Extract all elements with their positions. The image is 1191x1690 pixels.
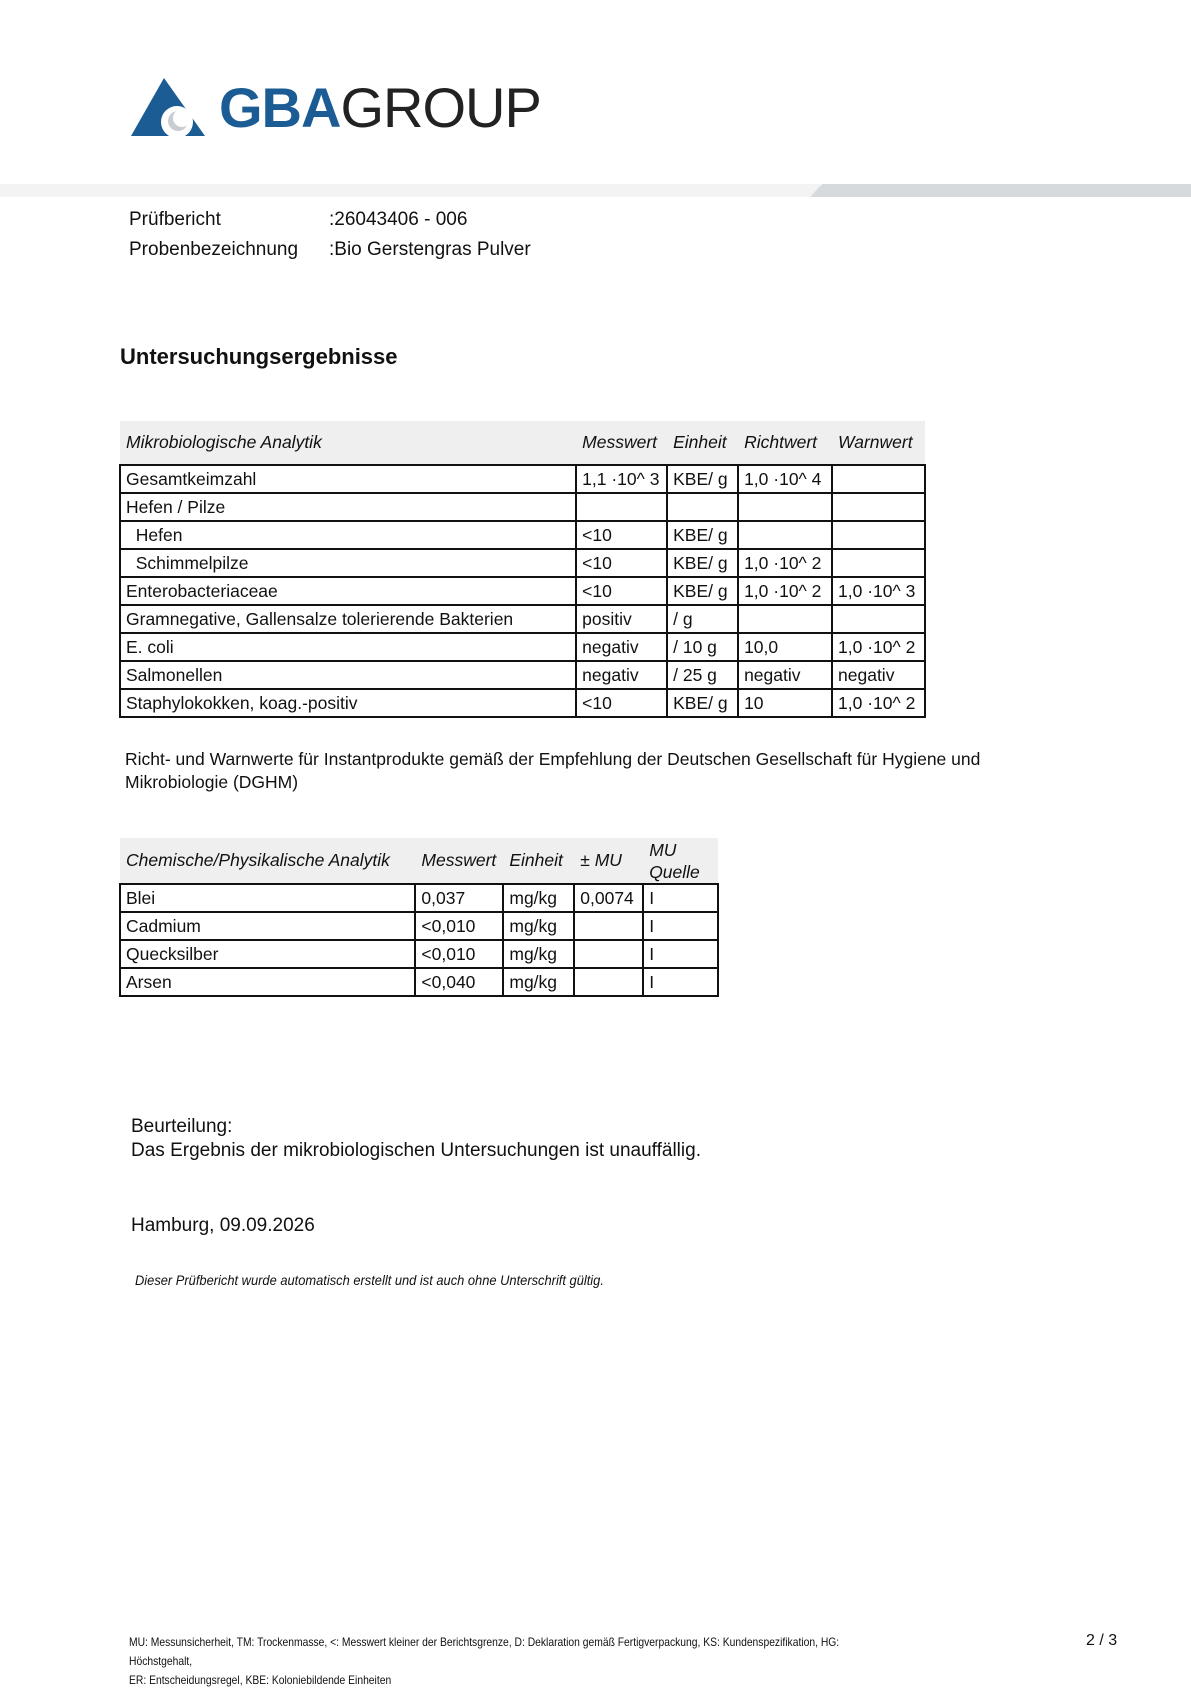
cell: negativ — [576, 661, 667, 689]
cell: Hefen — [120, 521, 576, 549]
chem-header-unit: Einheit — [503, 838, 574, 884]
cell — [576, 493, 667, 521]
cell: mg/kg — [503, 968, 574, 996]
chemistry-table — [119, 838, 719, 997]
cell — [738, 605, 832, 633]
cell: / 10 g — [667, 633, 738, 661]
cell: <0,010 — [415, 912, 503, 940]
table-row — [120, 884, 718, 912]
gba-group-logo — [131, 76, 541, 140]
micro-header-guide: Richtwert — [738, 421, 832, 465]
cell: 1,0 ·10^ 2 — [738, 549, 832, 577]
cell: 1,0 ·10^ 3 — [832, 577, 925, 605]
cell — [574, 968, 643, 996]
footer-legend — [129, 1633, 886, 1690]
cell — [574, 912, 643, 940]
cell: Gesamtkeimzahl — [120, 465, 576, 493]
cell: KBE/ g — [667, 521, 738, 549]
micro-header-unit: Einheit — [667, 421, 738, 465]
table-row — [120, 661, 925, 689]
cell: 1,0 ·10^ 2 — [738, 577, 832, 605]
report-number-label: Prüfbericht — [129, 209, 221, 230]
cell: 1,0 ·10^ 2 — [832, 633, 925, 661]
table-row — [120, 940, 718, 968]
table-row — [120, 605, 925, 633]
microbiology-table — [119, 421, 926, 718]
page-number: 2 / 3 — [1086, 1632, 1118, 1649]
cell: mg/kg — [503, 912, 574, 940]
cell: Quecksilber — [120, 940, 415, 968]
cell — [738, 521, 832, 549]
cell: E. coli — [120, 633, 576, 661]
cell: Schimmelpilze — [120, 549, 576, 577]
disclaimer: Dieser Prüfbericht wurde automatisch erstellt und ist auch ohne Unterschrift gültig. — [135, 1272, 604, 1288]
cell: 10,0 — [738, 633, 832, 661]
guideline-note: Richt- und Warnwerte für Instantprodukte gemäß der Empfehlung der Deutschen Gesellschaft für Hygiene und Mikrobiologie (DGHM) — [125, 749, 981, 792]
cell: / 25 g — [667, 661, 738, 689]
table-row — [120, 633, 925, 661]
section-title: Untersuchungsergebnisse — [120, 344, 398, 369]
cell: KBE/ g — [667, 549, 738, 577]
cell: negativ — [576, 633, 667, 661]
footer-line-2: ER: Entscheidungsregel, KBE: Koloniebildende Einheiten — [129, 1673, 392, 1687]
cell: Salmonellen — [120, 661, 576, 689]
chem-header-mu: ± MU — [574, 838, 643, 884]
cell: / g — [667, 605, 738, 633]
cell: Staphylokokken, koag.-positiv — [120, 689, 576, 717]
cell: Blei — [120, 884, 415, 912]
chem-header-mu-source: MU Quelle — [643, 838, 718, 884]
cell — [667, 493, 738, 521]
logo-text-thin: GROUP — [340, 76, 541, 139]
cell: <10 — [576, 577, 667, 605]
table-row — [120, 493, 925, 521]
cell — [738, 493, 832, 521]
cell — [574, 940, 643, 968]
report-number-value: :26043406 - 006 — [329, 209, 468, 230]
sample-name-label: Probenbezeichnung — [129, 239, 299, 260]
table-row — [120, 912, 718, 940]
cell: KBE/ g — [667, 465, 738, 493]
cell: <10 — [576, 549, 667, 577]
table-row — [120, 689, 925, 717]
table-row — [120, 521, 925, 549]
cell: positiv — [576, 605, 667, 633]
cell: 1,0 ·10^ 4 — [738, 465, 832, 493]
cell: <10 — [576, 521, 667, 549]
cell: Enterobacteriaceae — [120, 577, 576, 605]
table-row — [120, 577, 925, 605]
cell: 1,0 ·10^ 2 — [832, 689, 925, 717]
assessment-text: Das Ergebnis der mikrobiologischen Untersuchungen ist unauffällig. — [131, 1140, 701, 1161]
cell: Gramnegative, Gallensalze tolerierende Bakterien — [120, 605, 576, 633]
cell: Arsen — [120, 968, 415, 996]
cell: I — [643, 912, 718, 940]
cell — [832, 465, 925, 493]
cell — [832, 605, 925, 633]
table-row — [120, 465, 925, 493]
cell: 10 — [738, 689, 832, 717]
cell: mg/kg — [503, 884, 574, 912]
micro-header-analysis: Mikrobiologische Analytik — [120, 421, 576, 465]
cell: Hefen / Pilze — [120, 493, 576, 521]
place-date: Hamburg, 09.09.2026 — [131, 1215, 315, 1236]
gba-logo-icon — [131, 78, 205, 138]
cell: mg/kg — [503, 940, 574, 968]
table-row — [120, 549, 925, 577]
footer-line-1: MU: Messunsicherheit, TM: Trockenmasse, <: Messwert kleiner der Berichtsgrenze, D: Deklaration gemäß Fertigverpackung, KS: Kundenspezifikation, HG: Höchstgehalt, — [129, 1635, 840, 1668]
table-row — [120, 968, 718, 996]
cell: negativ — [738, 661, 832, 689]
cell: I — [643, 940, 718, 968]
cell: 0,037 — [415, 884, 503, 912]
cell: I — [643, 884, 718, 912]
chem-header-analysis: Chemische/Physikalische Analytik — [120, 838, 415, 884]
cell: Cadmium — [120, 912, 415, 940]
cell: KBE/ g — [667, 689, 738, 717]
cell: I — [643, 968, 718, 996]
cell — [832, 521, 925, 549]
assessment-label: Beurteilung: — [131, 1116, 233, 1137]
micro-header-value: Messwert — [576, 421, 667, 465]
cell: <0,040 — [415, 968, 503, 996]
cell: KBE/ g — [667, 577, 738, 605]
cell — [832, 493, 925, 521]
cell: 0,0074 — [574, 884, 643, 912]
sample-name-value: :Bio Gerstengras Pulver — [329, 239, 531, 260]
chem-header-value: Messwert — [415, 838, 503, 884]
micro-header-warning: Warnwert — [832, 421, 925, 465]
cell: <0,010 — [415, 940, 503, 968]
header-band — [0, 184, 1191, 197]
cell: negativ — [832, 661, 925, 689]
cell — [832, 549, 925, 577]
logo-text-bold: GBA — [219, 76, 341, 139]
cell: <10 — [576, 689, 667, 717]
cell: 1,1 ·10^ 3 — [576, 465, 667, 493]
